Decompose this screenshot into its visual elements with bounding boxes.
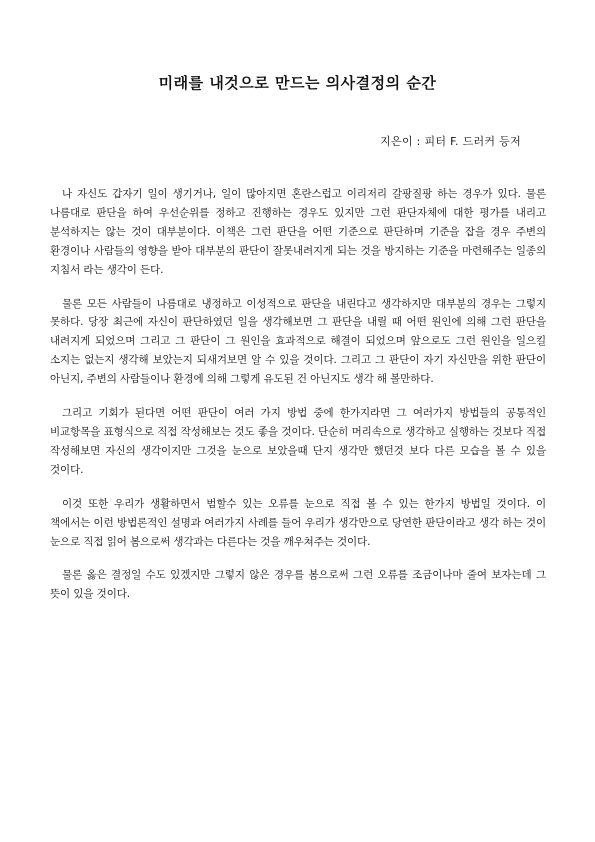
author-line: 지은이 : 피터 F. 드러커 등저 — [380, 135, 521, 148]
paragraph-2: 물론 모든 사람들이 나름대로 냉정하고 이성적으로 판단을 내린다고 생각하지만 대부분의 경우는 그렇지 못하다. 당장 최근에 자신이 판단하였던 일을 생각해보면 그 판단을 내릴 때 어떤 원인에 의해 그런 판단을 내려지게 되었으며 그리고 그 판단이 그 원인을 효과적으로 해결이 되었으며 앞으로도 그런 원인을 일으킬 소지는 없는지 생각해 보았는지 되새겨보면 알 수 있을 것이다. 그리고 그 판단이 자기 자신만을 위한 판단이 아닌지, 주변의 사람들이나 환경에 의해 그렇게 유도된 건 아닌지도 생각 해 볼만하다. — [50, 297, 546, 386]
paragraph-1: 나 자신도 갑자기 일이 생기거나, 일이 많아지면 혼란스럽고 이리저리 갈팡질팡 하는 경우가 있다. 물론 나름대로 판단을 하여 우선순위를 정하고 진행하는 경우도 있지만 그런 판단자체에 대한 평가를 내리고 분석하지는 않는 것이 대부분이다. 이책은 그런 판단을 어떤 기준으로 판단하며 기준을 잡을 경우 주변의 환경이나 사람들의 영향을 받아 대부분의 판단이 잘못내려지게 되는 것을 방지하는 기준을 마련해주는 일종의 지침서 라는 생각이 든다. — [50, 188, 546, 276]
paragraph-4: 이것 또한 우리가 생활하면서 범할수 있는 오류를 눈으로 직접 볼 수 있는 한가지 방법일 것이다. 이 책에서는 이런 방법론적인 설명과 여러가지 사례를 들어 우리가 생각만으로 당연한 판단이라고 생각 하는 것이 눈으로 직접 읽어 봄으로써 생각과는 다른다는 것을 깨우쳐주는 것이다. — [50, 497, 546, 548]
paragraph-5: 물론 옳은 결정일 수도 있겠지만 그렇지 않은 경우를 봄으로써 그런 오류를 조금이나마 줄여 보자는데 그 뜻이 있을 것이다. — [50, 569, 546, 601]
document-title: 미래를 내것으로 만드는 의사결정의 순간 — [158, 74, 437, 92]
document-body — [50, 185, 546, 619]
paragraph-3: 그리고 기회가 된다면 어떤 판단이 여러 가지 방법 중에 한가지라면 그 여러가지 방법들의 공통적인 비교항목을 표형식으로 직접 작성해보는 것도 좋을 것이다. 단순히 머리속으로 생각하고 실행하는 것보다 직접 작성해보면 자신의 생각이지만 그것을 눈으로 보았을때 단지 생각만 했던것 보다 다른 모습을 볼 수 있을 것이다. — [50, 407, 546, 476]
